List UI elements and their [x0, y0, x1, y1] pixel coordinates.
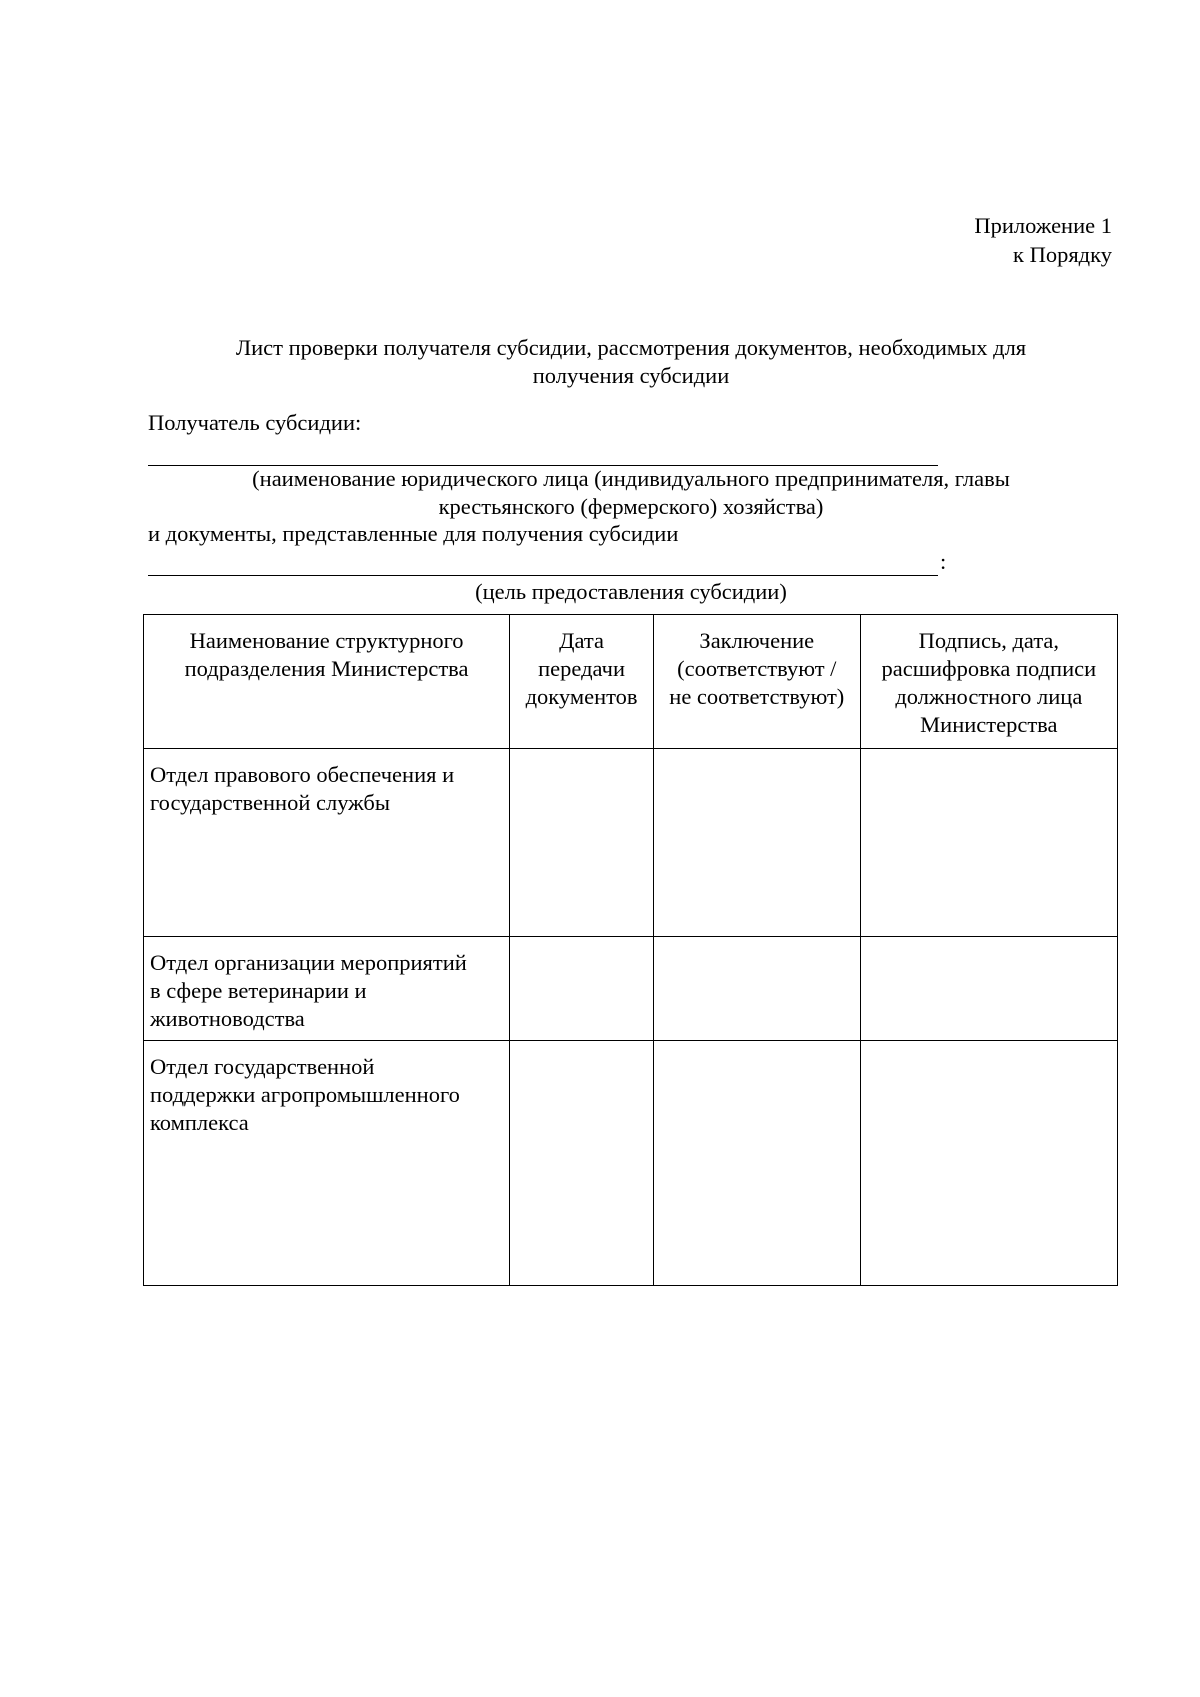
appendix-number: Приложение 1 [974, 213, 1112, 238]
department-cell [144, 749, 510, 937]
header-conclusion-line: Заключение [699, 628, 815, 653]
date-cell[interactable] [510, 749, 654, 937]
department-name-line: комплекса [150, 1110, 249, 1135]
conclusion-cell[interactable] [653, 749, 860, 937]
date-cell[interactable] [510, 1041, 654, 1286]
header-department-line: Наименование структурного [189, 628, 464, 653]
header-date-line: документов [525, 684, 638, 709]
table-row [144, 937, 1118, 1041]
header-signature-line: расшифровка подписи [881, 656, 1097, 681]
header-signature-line: Министерства [920, 712, 1058, 737]
header-signature [860, 615, 1117, 749]
recipient-caption [148, 465, 1114, 521]
table-row [144, 1041, 1118, 1286]
header-department-line: подразделения Министерства [184, 656, 469, 681]
signature-cell[interactable] [860, 937, 1117, 1041]
header-conclusion [653, 615, 860, 749]
department-name-line: Отдел правового обеспечения и [150, 762, 455, 787]
table-header-row [144, 615, 1118, 749]
header-conclusion-line: не соответствуют) [669, 684, 845, 709]
purpose-caption: (цель предоставления субсидии) [475, 579, 787, 604]
purpose-colon: : [940, 549, 947, 574]
header-date [510, 615, 654, 749]
header-date-line: передачи [538, 656, 625, 681]
purpose-blank-line [148, 575, 938, 576]
header-conclusion-line: (соответствуют / [677, 656, 837, 681]
department-cell [144, 1041, 510, 1286]
header-signature-line: должностного лица [895, 684, 1083, 709]
recipient-label: Получатель субсидии: [148, 410, 362, 435]
department-name-line: в сфере ветеринарии и [150, 978, 367, 1003]
department-name-line: животноводства [150, 1006, 305, 1031]
appendix-reference [712, 212, 1112, 270]
document-title-line-2: получения субсидии [532, 363, 730, 388]
conclusion-cell[interactable] [653, 937, 860, 1041]
department-name-line: Отдел государственной [150, 1054, 375, 1079]
documents-statement: и документы, представленные для получения субсидии [148, 521, 679, 546]
signature-cell[interactable] [860, 1041, 1117, 1286]
recipient-caption-line-2: крестьянского (фермерского) хозяйства) [438, 494, 824, 519]
header-department [144, 615, 510, 749]
department-cell [144, 937, 510, 1041]
recipient-caption-line-1: (наименование юридического лица (индивидуального предпринимателя, главы [252, 466, 1010, 491]
verification-table [143, 614, 1118, 1286]
header-signature-line: Подпись, дата, [918, 628, 1060, 653]
conclusion-cell[interactable] [653, 1041, 860, 1286]
table-row [144, 749, 1118, 937]
department-name-line: государственной службы [150, 790, 390, 815]
document-title-line-1: Лист проверки получателя субсидии, рассмотрения документов, необходимых для [235, 335, 1027, 360]
document-title [148, 334, 1114, 390]
department-name-line: Отдел организации мероприятий [150, 950, 467, 975]
header-date-line: Дата [559, 628, 604, 653]
signature-cell[interactable] [860, 749, 1117, 937]
appendix-order-ref: к Порядку [1013, 242, 1112, 267]
department-name-line: поддержки агропромышленного [150, 1082, 460, 1107]
date-cell[interactable] [510, 937, 654, 1041]
